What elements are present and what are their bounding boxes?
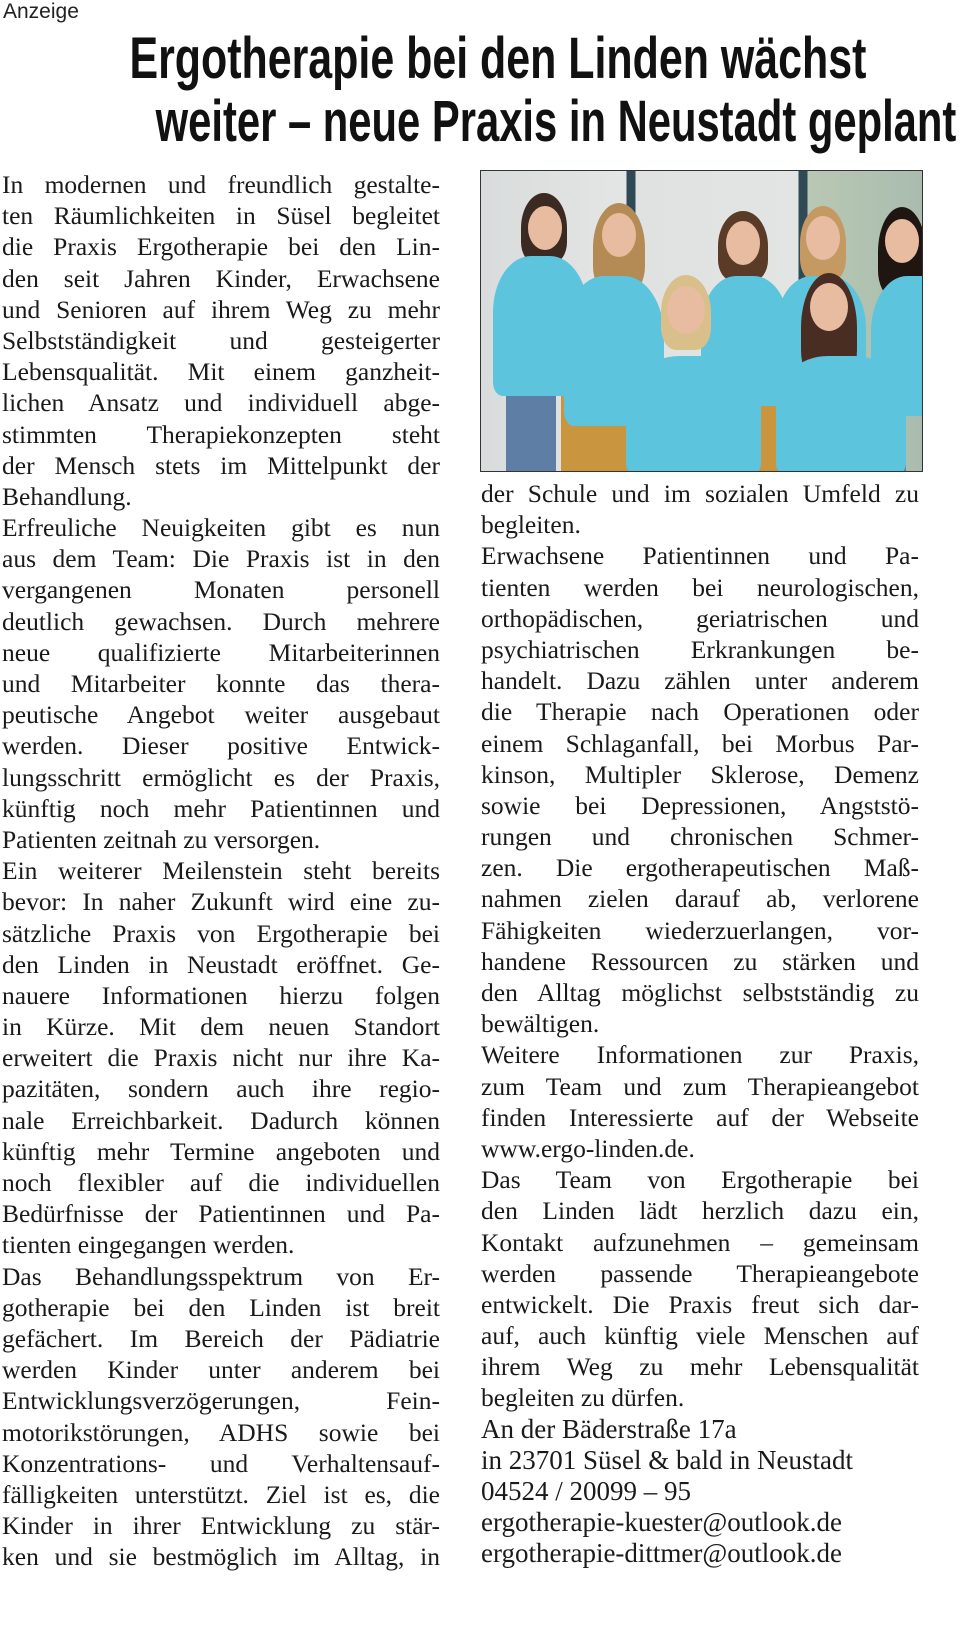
text-line: und Mitarbeiter konnte das thera-: [2, 669, 440, 698]
text-line: werden Kinder unter anderem bei: [2, 1355, 440, 1385]
text-line: vergangenen Monaten personell: [2, 575, 440, 605]
text-line: Konzentrations- und Verhaltensauf-: [2, 1448, 440, 1478]
text-line: In modernen und freundlich gestalte-: [2, 170, 440, 199]
text-line: Das Team von Ergotherapie bei: [481, 1165, 919, 1195]
text-line: der Schule und im sozialen Umfeld zu: [481, 479, 919, 508]
text-line: die Praxis Ergotherapie bei den Lin-: [2, 232, 440, 262]
text-line: werden. Dieser positive Entwick-: [2, 731, 440, 761]
text-line: lungsschritt ermöglicht es der Praxis,: [2, 762, 440, 792]
text-line: www.ergo-linden.de.: [481, 1133, 695, 1163]
text-line: den seit Jahren Kinder, Erwachsene: [2, 263, 440, 293]
text-line: Behandlung.: [2, 481, 132, 511]
text-line: aus dem Team: Die Praxis ist in den: [2, 544, 440, 574]
text-line: nale Erreichbarkeit. Dadurch können: [2, 1105, 440, 1135]
text-line: den Linden lädt herzlich dazu ein,: [481, 1196, 919, 1226]
text-line: werden passende Therapieangebote: [481, 1258, 919, 1288]
headline-line-2: [0, 89, 957, 154]
text-line: zum Team und zum Therapieangebot: [481, 1071, 919, 1101]
paragraph: [481, 540, 919, 1039]
email-link[interactable]: ergotherapie-dittmer@outlook.de: [481, 1538, 843, 1569]
paragraph: [2, 169, 440, 512]
text-line: orthopädischen, geriatrischen und: [481, 603, 919, 633]
right-text-column: [481, 478, 919, 1570]
text-line: Fähigkeiten wiederzuerlangen, vor-: [481, 915, 919, 945]
text-line: finden Interessierte auf der Webseite: [481, 1102, 919, 1132]
headline-line-1: [0, 28, 922, 90]
text-line: ken und sie bestmöglich im Alltag, in: [2, 1542, 440, 1572]
text-line: in Kürze. Mit dem neuen Standort: [2, 1012, 440, 1042]
text-line: noch flexibler auf die individuellen: [2, 1168, 440, 1197]
text-line: tienten werden bei neurologischen,: [481, 572, 919, 602]
text-line: künftig mehr Termine angeboten und: [2, 1136, 440, 1166]
text-line: motorikstörungen, ADHS sowie bei: [2, 1417, 440, 1447]
address-line: An der Bäderstraße 17a: [481, 1413, 737, 1444]
text-line: Erfreuliche Neuigkeiten gibt es nun: [2, 513, 440, 543]
advertisement-label: Anzeige: [3, 0, 79, 23]
text-line: künftig noch mehr Patientinnen und: [2, 793, 440, 823]
text-line: tienten eingegangen werden.: [2, 1230, 295, 1260]
phone-number: 04524 / 20099 – 95: [481, 1476, 692, 1506]
text-line: Das Behandlungsspektrum von Er-: [2, 1261, 440, 1291]
text-line: nauere Informationen hierzu folgen: [2, 980, 440, 1010]
text-line: bevor: In naher Zukunft wird eine zu-: [2, 887, 440, 917]
text-line: einem Schlaganfall, bei Morbus Par-: [481, 728, 919, 758]
text-line: entwickelt. Die Praxis freut sich dar-: [481, 1289, 919, 1319]
headline-text: Ergotherapie bei den Linden wächst: [129, 26, 867, 91]
text-line: stimmten Therapiekonzepten steht: [2, 419, 440, 449]
text-line: Lebensqualität. Mit einem ganzheit-: [2, 357, 440, 387]
text-line: Kontakt aufzunehmen – gemeinsam: [481, 1227, 919, 1257]
text-line: peutische Angebot weiter ausgebaut: [2, 700, 440, 730]
text-line: auf, auch künftig viele Menschen auf: [481, 1321, 919, 1351]
text-line: nahmen zielen darauf ab, verlorene: [481, 884, 919, 914]
text-line: und Senioren auf ihrem Weg zu mehr: [2, 294, 440, 324]
text-line: rungen und chronischen Schmer-: [481, 822, 919, 852]
paragraph: [481, 478, 919, 540]
text-line: gefächert. Im Bereich der Pädiatrie: [2, 1323, 440, 1353]
contact-block: [481, 1414, 919, 1570]
text-line: kinson, Multipler Sklerose, Demenz: [481, 759, 919, 789]
text-line: ten Räumlichkeiten in Süsel begleitet: [2, 201, 440, 231]
text-line: fälligkeiten unterstützt. Ziel ist es, die: [2, 1479, 440, 1509]
text-line: erweitert die Praxis nicht nur ihre Ka-: [2, 1043, 440, 1073]
text-line: die Therapie nach Operationen oder: [481, 697, 919, 727]
headline-text: weiter – neue Praxis in Neustadt geplant: [155, 89, 957, 154]
text-line: den Alltag möglichst selbstständig zu: [481, 978, 919, 1007]
team-photo: [480, 170, 923, 472]
left-text-column: [2, 169, 440, 1572]
text-line: sätzliche Praxis von Ergotherapie bei: [2, 918, 440, 948]
text-line: handelt. Dazu zählen unter anderem: [481, 666, 919, 696]
paragraph: [2, 512, 440, 855]
text-line: sowie bei Depressionen, Angststö-: [481, 790, 919, 820]
text-line: bewältigen.: [481, 1009, 600, 1039]
text-line: Weitere Informationen zur Praxis,: [481, 1040, 919, 1070]
text-line: Kinder in ihrer Entwicklung zu stär-: [2, 1511, 440, 1541]
text-line: Ein weiterer Meilenstein steht bereits: [2, 856, 440, 886]
text-line: Selbstständigkeit und gesteigerter: [2, 325, 440, 355]
text-line: den Linden in Neustadt eröffnet. Ge-: [2, 949, 440, 979]
text-line: der Mensch stets im Mittelpunkt der: [2, 450, 440, 480]
text-line: ihrem Weg zu mehr Lebensqualität: [481, 1352, 919, 1382]
text-line: pazitäten, sondern auch ihre regio-: [2, 1074, 440, 1104]
text-line: Entwicklungsverzögerungen, Fein-: [2, 1386, 440, 1416]
text-line: zen. Die ergotherapeutischen Maß-: [481, 853, 919, 883]
text-line: deutlich gewachsen. Durch mehrere: [2, 606, 440, 636]
text-line: Bedürfnisse der Patientinnen und Pa-: [2, 1199, 440, 1229]
paragraph: [481, 1039, 919, 1164]
text-line: handene Ressourcen zu stärken und: [481, 946, 919, 976]
text-line: begleiten zu dürfen.: [481, 1383, 685, 1413]
paragraph: [2, 1261, 440, 1573]
text-line: begleiten.: [481, 510, 581, 540]
text-line: Patienten zeitnah zu versorgen.: [2, 824, 321, 854]
text-line: gotherapie bei den Linden ist breit: [2, 1292, 440, 1322]
paragraph: [481, 1164, 919, 1414]
email-link[interactable]: ergotherapie-kuester@outlook.de: [481, 1507, 842, 1538]
address-line: in 23701 Süsel & bald in Neustadt: [481, 1444, 853, 1475]
text-line: neue qualifizierte Mitarbeiterinnen: [2, 637, 440, 667]
text-line: lichen Ansatz und individuell abge-: [2, 388, 440, 418]
text-line: Erwachsene Patientinnen und Pa-: [481, 541, 919, 571]
paragraph: [2, 855, 440, 1260]
text-line: psychiatrischen Erkrankungen be-: [481, 634, 919, 664]
